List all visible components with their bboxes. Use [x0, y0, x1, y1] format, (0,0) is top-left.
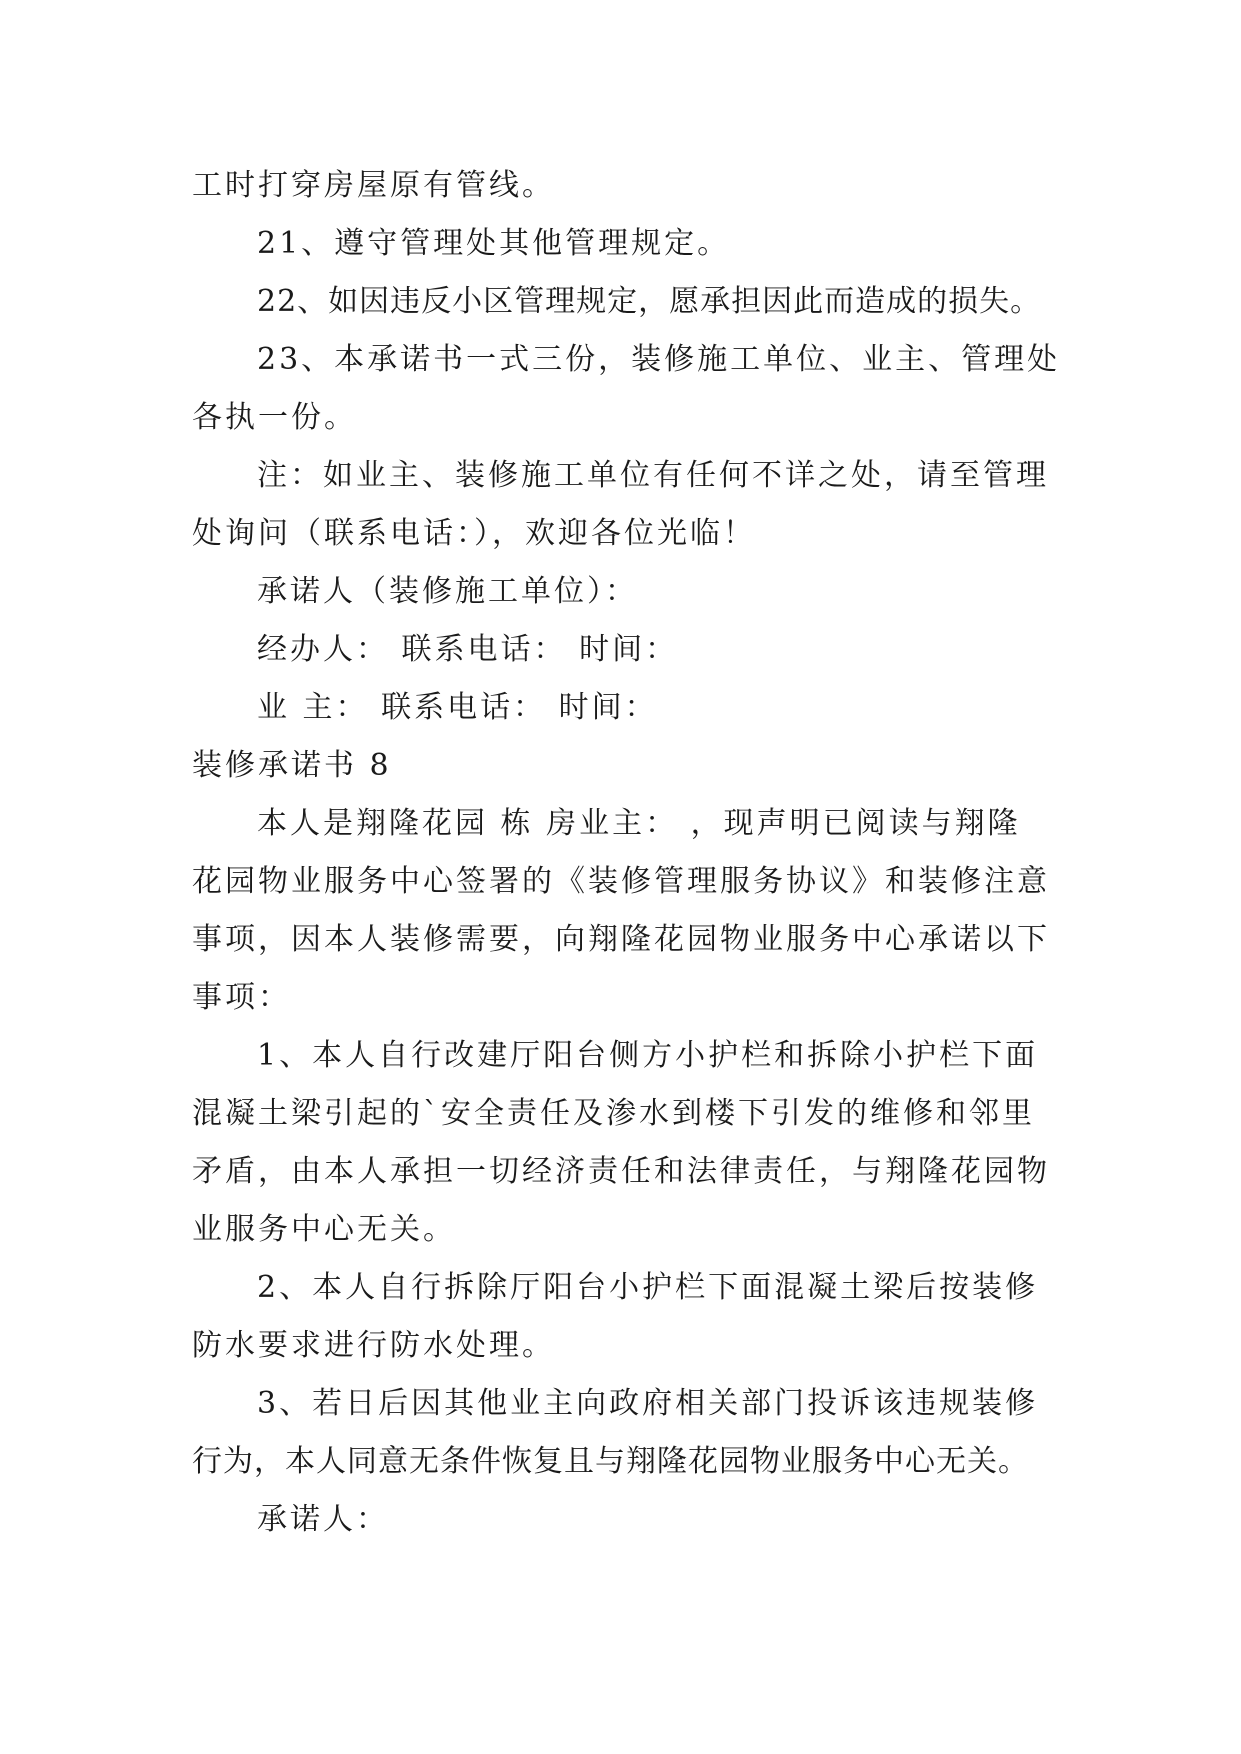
paragraph-line: 注：如业主、装修施工单位有任何不详之处，请至管理: [257, 458, 1049, 493]
paragraph-line: 工时打穿房屋原有管线。: [192, 168, 555, 203]
paragraph-line: 21、遵守管理处其他管理规定。: [257, 226, 731, 261]
paragraph-line: 本人是翔隆花园 栋 房业主： ，现声明已阅读与翔隆: [257, 806, 1021, 841]
paragraph-line: 处询问（联系电话：），欢迎各位光临！: [192, 516, 756, 551]
paragraph-line: 各执一份。: [192, 400, 357, 435]
paragraph-line: 2、本人自行拆除厅阳台小护栏下面混凝土梁后按装修: [257, 1270, 1039, 1305]
paragraph-line: 23、本承诺书一式三份，装修施工单位、业主、管理处: [257, 342, 1061, 377]
paragraph-line: 事项：: [192, 980, 291, 1015]
paragraph-line: 1、本人自行改建厅阳台侧方小护栏和拆除小护栏下面: [257, 1038, 1039, 1073]
signature-line: 承诺人：: [257, 1502, 389, 1537]
signature-line: 经办人： 联系电话： 时间：: [257, 632, 679, 667]
signature-line: 业 主： 联系电话： 时间：: [257, 690, 658, 725]
paragraph-line: 业服务中心无关。: [192, 1212, 456, 1247]
paragraph-line: 22、如因违反小区管理规定，愿承担因此而造成的损失。: [257, 284, 1042, 319]
paragraph-line: 混凝土梁引起的`安全责任及渗水到楼下引发的维修和邻里: [192, 1096, 1035, 1131]
section-title: 装修承诺书 8: [192, 748, 392, 783]
paragraph-line: 矛盾，由本人承担一切经济责任和法律责任，与翔隆花园物: [192, 1154, 1050, 1189]
paragraph-line: 行为，本人同意无条件恢复且与翔隆花园物业服务中心无关。: [192, 1444, 1029, 1479]
paragraph-line: 事项，因本人装修需要，向翔隆花园物业服务中心承诺以下: [192, 922, 1050, 957]
paragraph-line: 承诺人（装修施工单位）：: [257, 574, 638, 609]
paragraph-line: 3、若日后因其他业主向政府相关部门投诉该违规装修: [257, 1386, 1039, 1421]
paragraph-line: 防水要求进行防水处理。: [192, 1328, 555, 1363]
paragraph-line: 花园物业服务中心签署的《装修管理服务协议》和装修注意: [192, 864, 1050, 899]
